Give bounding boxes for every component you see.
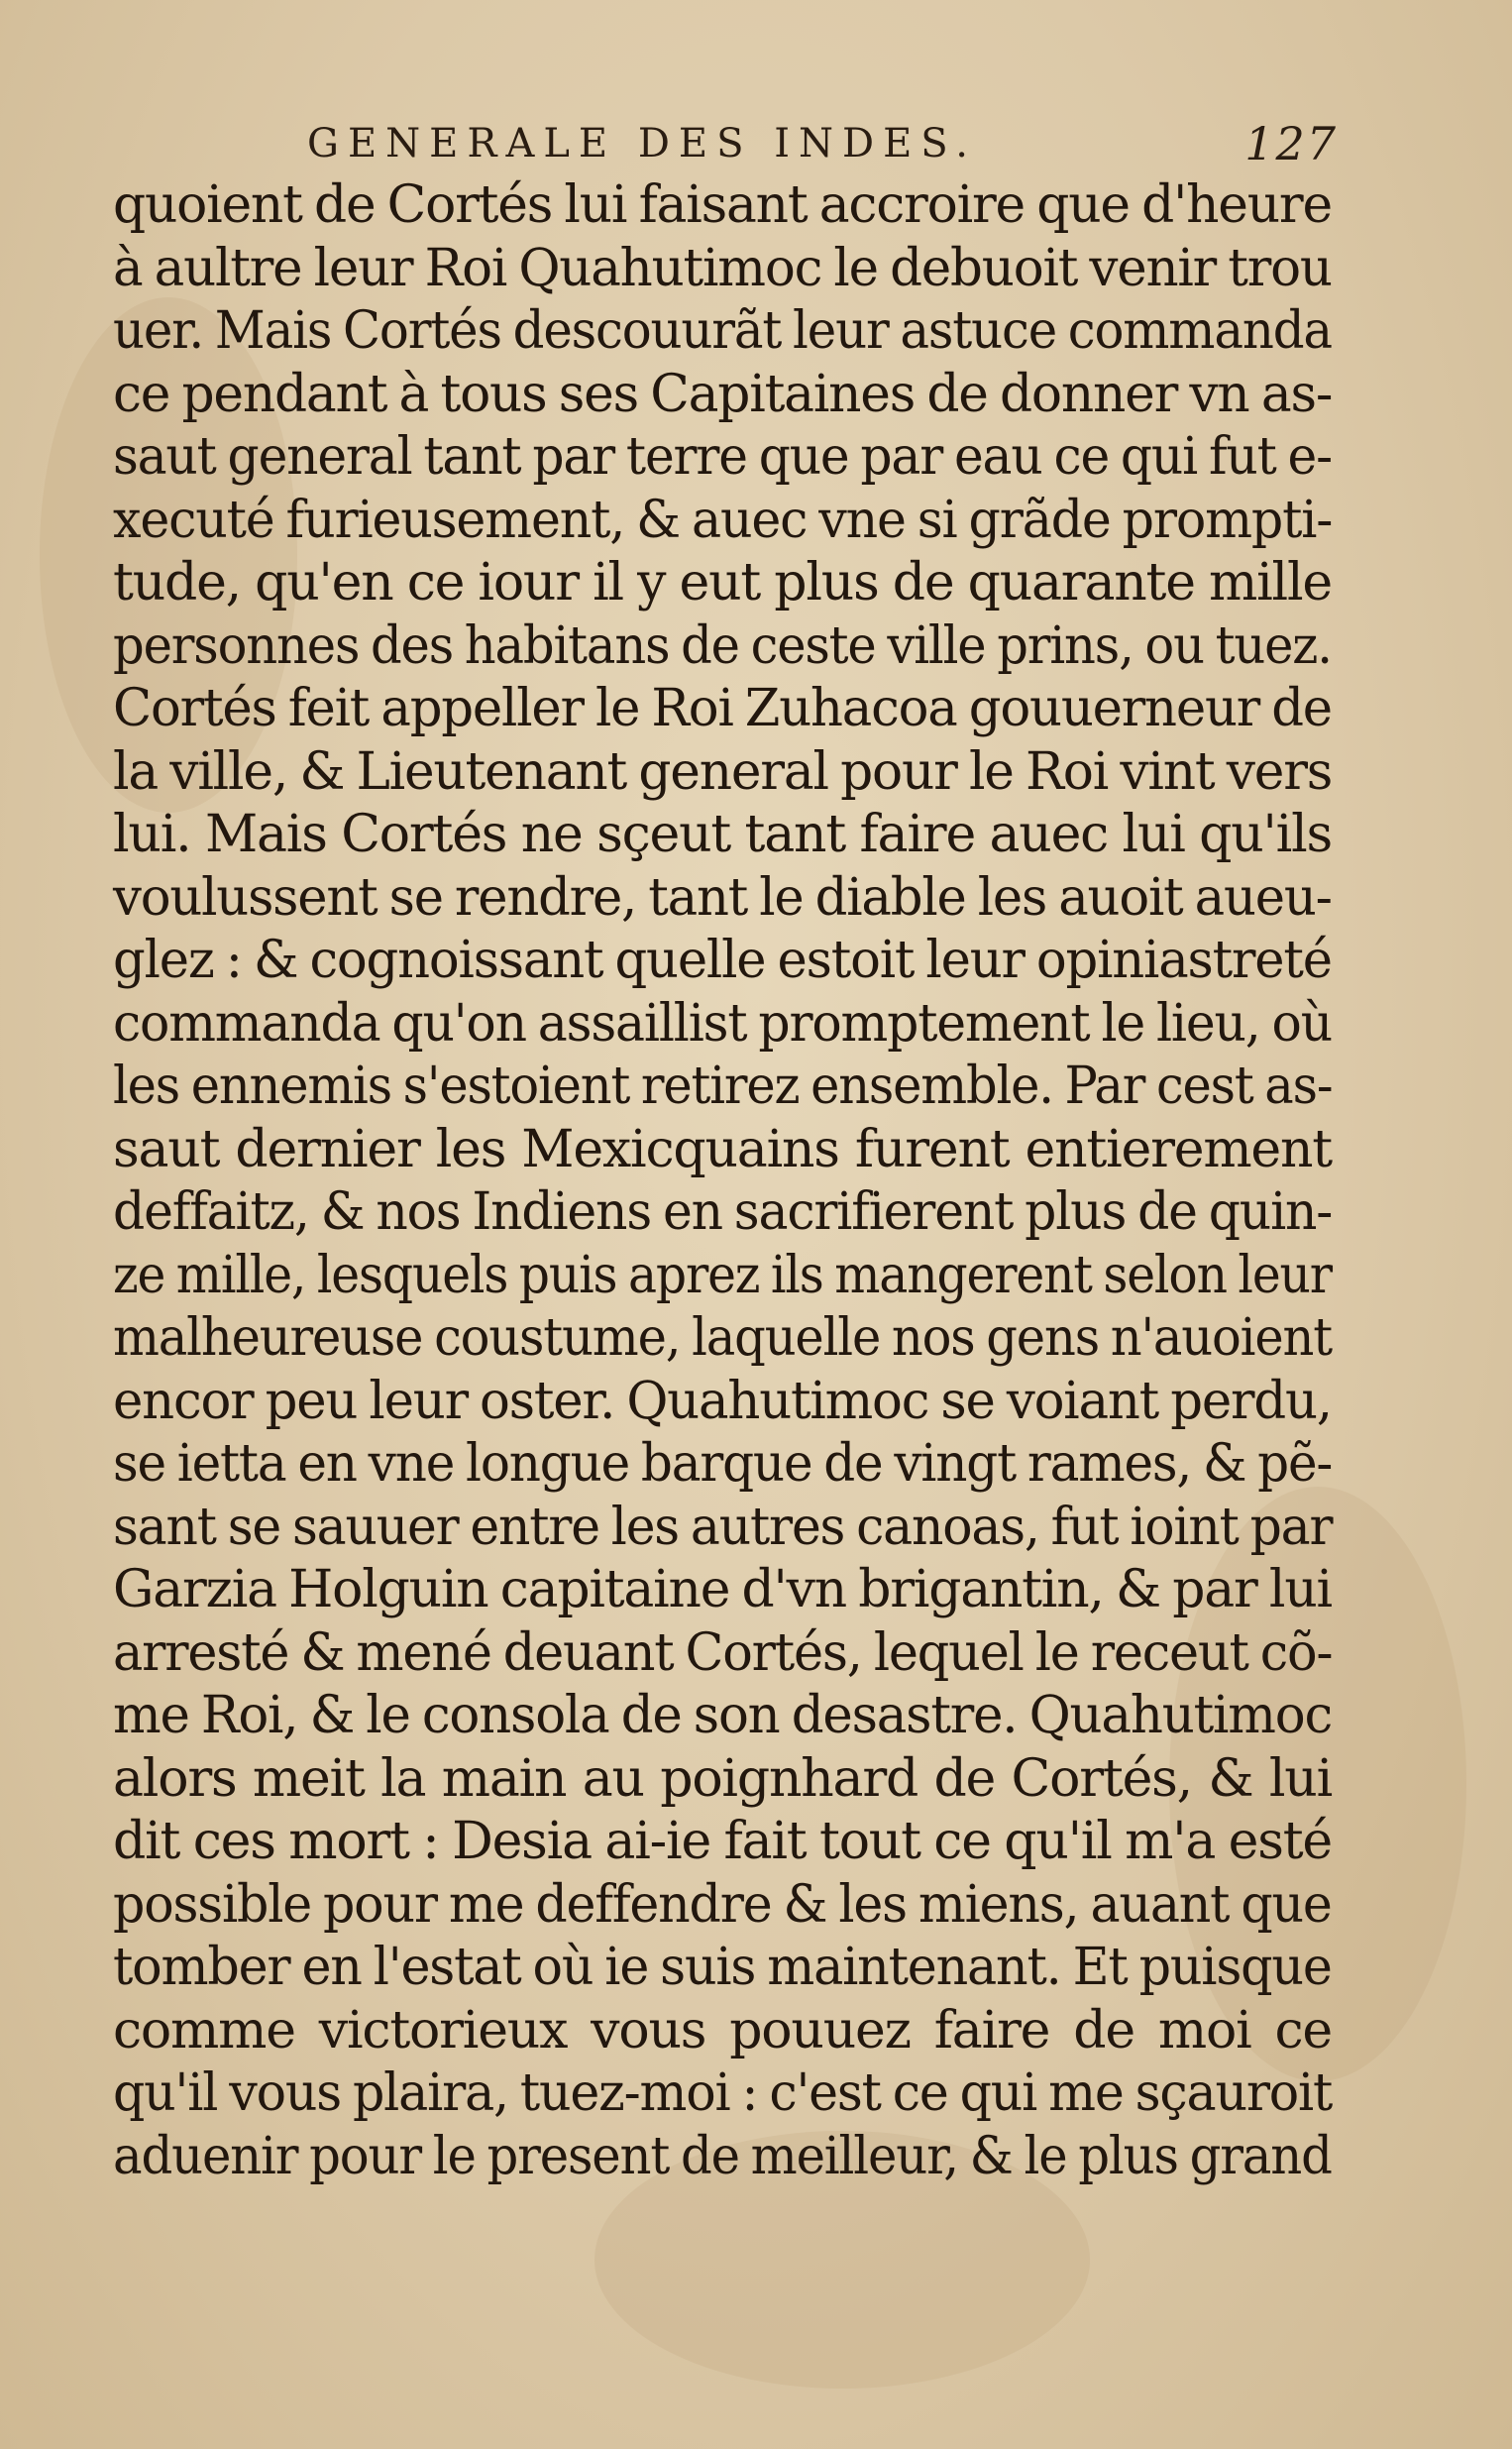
text-line: tude, qu'en ce iour il y eut plus de quarante mille — [113, 553, 1332, 612]
text-line: à aultre leur Roi Quahutimoc le debuoit venir trou — [113, 238, 1332, 298]
body-text — [113, 174, 1332, 2188]
text-line: comme victorieux vous pouuez faire de moi ce — [113, 2000, 1332, 2060]
text-line: les ennemis s'estoient retirez ensemble. Par cest as- — [113, 1057, 1333, 1116]
running-title: GENERALE DES INDES. — [307, 121, 977, 167]
text-line: malheureuse coustume, laquelle nos gens n'auoient — [113, 1308, 1333, 1368]
text-line: deffaitz, & nos Indiens en sacrifierent plus de quin- — [113, 1182, 1333, 1242]
text-line: glez : & cognoissant quelle estoit leur opiniastreté — [113, 931, 1332, 990]
text-line: aduenir pour le present de meilleur, & le plus grand — [113, 2126, 1332, 2186]
text-line: commanda qu'on assaillist promptement le lieu, où — [113, 993, 1332, 1054]
text-line: saut general tant par terre que par eau ce qui fut e- — [113, 427, 1332, 487]
text-line: quoient de Cortés lui faisant accroire que d'heure — [113, 175, 1332, 235]
text-line: encor peu leur oster. Quahutimoc se voiant perdu, — [113, 1371, 1332, 1431]
text-line: possible pour me deffendre & les miens, auant que — [113, 1874, 1332, 1935]
text-line: sant se sauuer entre les autres canoas, fut ioint par — [113, 1497, 1333, 1557]
text-line: alors meit la main au poignhard de Cortés, & lui — [113, 1748, 1332, 1809]
text-line: ze mille, lesquels puis aprez ils mangerent selon leur — [113, 1245, 1332, 1305]
text-line: me Roi, & le consola de son desastre. Quahutimoc — [113, 1686, 1333, 1745]
text-line: lui. Mais Cortés ne sçeut tant faire auec lui qu'ils — [113, 805, 1332, 864]
text-line: la ville, & Lieutenant general pour le Roi vint vers — [113, 741, 1333, 802]
text-line: Cortés feit appeller le Roi Zuhacoa gouuerneur de — [113, 679, 1332, 738]
text-line: Garzia Holguin capitaine d'vn brigantin, & par lui — [113, 1560, 1332, 1619]
text-line: dit ces mort : Desia ai-ie fait tout ce qu'il m'a esté — [113, 1812, 1332, 1871]
text-line: arresté & mené deuant Cortés, lequel le receut cõ- — [113, 1622, 1333, 1683]
text-line: voulussent se rendre, tant le diable les auoit aueu- — [113, 867, 1332, 928]
text-line: tomber en l'estat où ie suis maintenant. Et puisque — [113, 1938, 1332, 1997]
page-header — [307, 117, 1338, 180]
page-number: 127 — [1244, 117, 1338, 170]
text-line: se ietta en vne longue barque de vingt rames, & pẽ- — [113, 1434, 1333, 1494]
text-line: ce pendant à tous ses Capitaines de donner vn as- — [113, 364, 1333, 424]
text-line: saut dernier les Mexicquains furent entierement — [113, 1119, 1332, 1179]
text-line: personnes des habitans de ceste ville prins, ou tuez. — [113, 615, 1332, 676]
text-line: xecuté furieusement, & auec vne si grãde prompti- — [113, 490, 1333, 550]
text-line: uer. Mais Cortés descouurãt leur astuce commanda — [113, 301, 1332, 361]
text-line: qu'il vous plaira, tuez-moi : c'est ce qui me sçauroit — [113, 2063, 1333, 2123]
